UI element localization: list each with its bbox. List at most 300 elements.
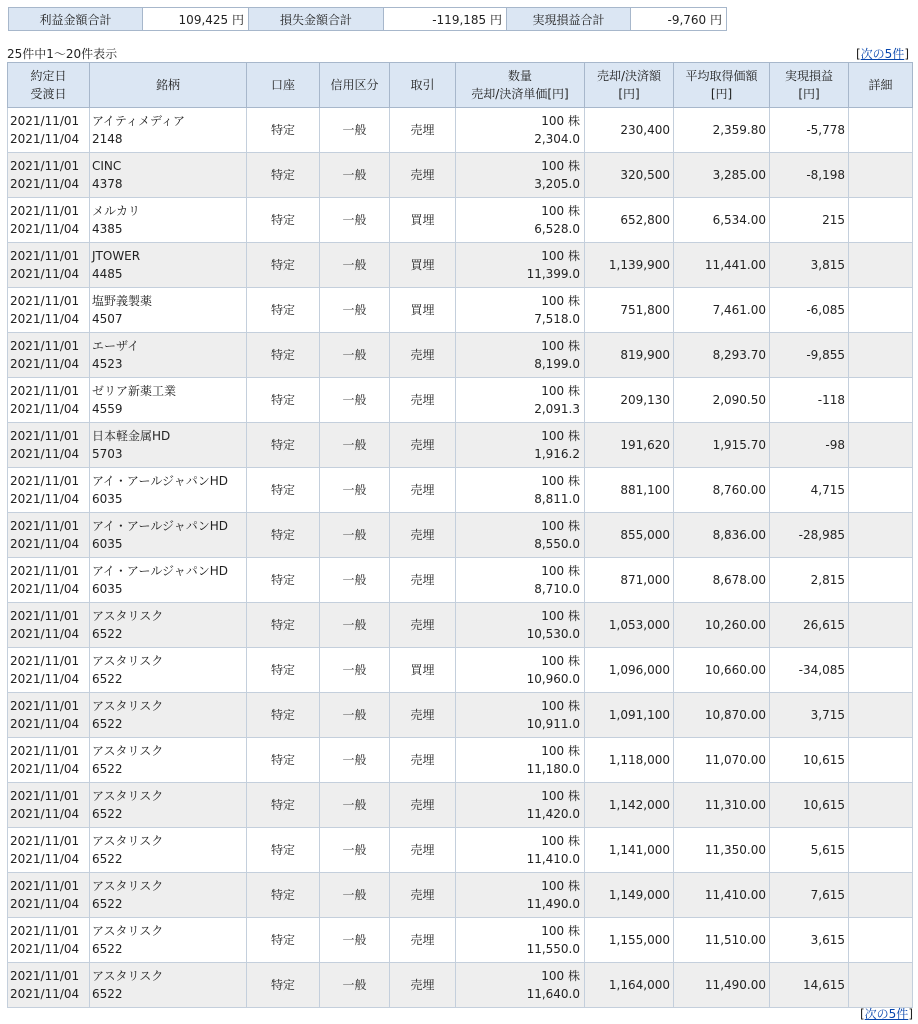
col-trade: 取引 <box>390 63 456 108</box>
stock-cell <box>90 648 247 693</box>
trade-date: 2021/11/01 <box>10 429 80 443</box>
trade-type-cell: 売埋 <box>390 873 456 918</box>
account-cell: 特定 <box>247 738 320 783</box>
quantity: 100 株 <box>541 429 580 443</box>
table-row <box>8 603 913 648</box>
detail-cell <box>849 243 913 288</box>
credit-cell: 一般 <box>320 693 390 738</box>
stock-code: 4559 <box>92 402 123 416</box>
qty-price-cell <box>456 423 585 468</box>
stock-name: アスタリスク <box>92 654 164 668</box>
credit-cell: 一般 <box>320 918 390 963</box>
pnl-cell: -118 <box>770 378 849 423</box>
trade-type-cell: 売埋 <box>390 603 456 648</box>
stock-name: 日本軽金属HD <box>92 429 171 443</box>
stock-cell <box>90 288 247 333</box>
profit-total-label: 利益金額合計 <box>9 8 143 31</box>
qty-price-cell <box>456 513 585 558</box>
stock-name: アイ・アールジャパンHD <box>92 474 229 488</box>
trade-date: 2021/11/01 <box>10 564 80 578</box>
settle-date: 2021/11/04 <box>10 537 80 551</box>
pnl-cell: 4,715 <box>770 468 849 513</box>
stock-cell <box>90 243 247 288</box>
table-row <box>8 378 913 423</box>
detail-cell <box>849 783 913 828</box>
stock-cell <box>90 963 247 1008</box>
avg-price-cell: 11,441.00 <box>674 243 770 288</box>
pnl-cell: -9,855 <box>770 333 849 378</box>
stock-cell <box>90 693 247 738</box>
stock-name: 塩野義製薬 <box>92 294 153 308</box>
unit-price: 11,490.0 <box>526 897 580 911</box>
next-page-link-bottom[interactable]: 次の5件 <box>864 1007 909 1021</box>
stock-cell <box>90 738 247 783</box>
amount-cell: 751,800 <box>585 288 674 333</box>
stock-code: 6522 <box>92 852 123 866</box>
unit-price: 8,710.0 <box>534 582 580 596</box>
avg-price-cell: 11,350.00 <box>674 828 770 873</box>
detail-cell <box>849 153 913 198</box>
account-cell: 特定 <box>247 423 320 468</box>
trade-dates <box>8 333 90 378</box>
trade-date: 2021/11/01 <box>10 789 80 803</box>
trade-type-cell: 売埋 <box>390 423 456 468</box>
trade-date: 2021/11/01 <box>10 339 80 353</box>
col-pnl <box>770 63 849 108</box>
pnl-cell: 26,615 <box>770 603 849 648</box>
credit-cell: 一般 <box>320 468 390 513</box>
amount-cell: 1,164,000 <box>585 963 674 1008</box>
account-cell: 特定 <box>247 558 320 603</box>
stock-name: アスタリスク <box>92 789 164 803</box>
trade-type-cell: 売埋 <box>390 153 456 198</box>
avg-price-cell: 10,260.00 <box>674 603 770 648</box>
stock-cell <box>90 873 247 918</box>
trade-dates <box>8 693 90 738</box>
stock-name: JTOWER <box>92 249 141 263</box>
settle-date: 2021/11/04 <box>10 357 80 371</box>
stock-name: アスタリスク <box>92 744 164 758</box>
avg-price-cell: 11,070.00 <box>674 738 770 783</box>
unit-price: 2,304.0 <box>534 132 580 146</box>
credit-cell: 一般 <box>320 108 390 153</box>
trade-date: 2021/11/01 <box>10 609 80 623</box>
trade-dates <box>8 198 90 243</box>
account-cell: 特定 <box>247 828 320 873</box>
quantity: 100 株 <box>541 564 580 578</box>
amount-cell: 1,141,000 <box>585 828 674 873</box>
table-header-row <box>8 63 913 108</box>
next-page-top <box>856 45 909 62</box>
trade-type-cell: 売埋 <box>390 378 456 423</box>
unit-price: 8,550.0 <box>534 537 580 551</box>
trade-date: 2021/11/01 <box>10 924 80 938</box>
qty-price-cell <box>456 828 585 873</box>
detail-cell <box>849 378 913 423</box>
credit-cell: 一般 <box>320 648 390 693</box>
avg-price-cell: 11,490.00 <box>674 963 770 1008</box>
account-cell: 特定 <box>247 153 320 198</box>
stock-name: アイティメディア <box>92 114 186 128</box>
trade-type-cell: 売埋 <box>390 738 456 783</box>
account-cell: 特定 <box>247 108 320 153</box>
table-row <box>8 423 913 468</box>
trade-date: 2021/11/01 <box>10 834 80 848</box>
quantity: 100 株 <box>541 249 580 263</box>
detail-cell <box>849 738 913 783</box>
amount-cell: 1,053,000 <box>585 603 674 648</box>
unit-price: 11,640.0 <box>526 987 580 1001</box>
avg-price-cell: 10,660.00 <box>674 648 770 693</box>
avg-price-cell: 8,760.00 <box>674 468 770 513</box>
pnl-cell: -5,778 <box>770 108 849 153</box>
avg-price-cell: 7,461.00 <box>674 288 770 333</box>
trade-date: 2021/11/01 <box>10 474 80 488</box>
credit-cell: 一般 <box>320 603 390 648</box>
detail-cell <box>849 963 913 1008</box>
net-total-label: 実現損益合計 <box>507 8 631 31</box>
pager-bottom <box>860 1005 913 1022</box>
stock-cell <box>90 783 247 828</box>
col-qty-line2: 売却/決済単価[円] <box>471 87 569 101</box>
stock-name: アスタリスク <box>92 609 164 623</box>
credit-cell: 一般 <box>320 378 390 423</box>
stock-code: 4507 <box>92 312 123 326</box>
credit-cell: 一般 <box>320 423 390 468</box>
qty-price-cell <box>456 738 585 783</box>
stock-cell <box>90 918 247 963</box>
col-amount <box>585 63 674 108</box>
account-cell: 特定 <box>247 378 320 423</box>
trade-dates <box>8 423 90 468</box>
account-cell: 特定 <box>247 918 320 963</box>
unit-price: 11,410.0 <box>526 852 580 866</box>
account-cell: 特定 <box>247 288 320 333</box>
col-detail: 詳細 <box>849 63 913 108</box>
settle-date: 2021/11/04 <box>10 627 80 641</box>
quantity: 100 株 <box>541 159 580 173</box>
pnl-cell: -34,085 <box>770 648 849 693</box>
amount-cell: 1,155,000 <box>585 918 674 963</box>
stock-name: アスタリスク <box>92 969 164 983</box>
trade-dates <box>8 963 90 1008</box>
col-avg <box>674 63 770 108</box>
pnl-cell: -6,085 <box>770 288 849 333</box>
trade-dates <box>8 828 90 873</box>
avg-price-cell: 2,090.50 <box>674 378 770 423</box>
pnl-cell: 7,615 <box>770 873 849 918</box>
detail-cell <box>849 288 913 333</box>
unit-price: 11,420.0 <box>526 807 580 821</box>
col-qty <box>456 63 585 108</box>
table-row <box>8 108 913 153</box>
stock-code: 6522 <box>92 627 123 641</box>
detail-cell <box>849 648 913 693</box>
detail-cell <box>849 828 913 873</box>
col-pnl-line1: 実現損益 <box>784 69 833 83</box>
stock-name: アイ・アールジャパンHD <box>92 519 229 533</box>
pnl-cell: 10,615 <box>770 783 849 828</box>
quantity: 100 株 <box>541 339 580 353</box>
pnl-cell: -8,198 <box>770 153 849 198</box>
table-row <box>8 738 913 783</box>
trade-date: 2021/11/01 <box>10 384 80 398</box>
table-row <box>8 963 913 1008</box>
qty-price-cell <box>456 873 585 918</box>
account-cell: 特定 <box>247 333 320 378</box>
table-row <box>8 828 913 873</box>
amount-cell: 819,900 <box>585 333 674 378</box>
amount-cell: 191,620 <box>585 423 674 468</box>
trade-dates <box>8 558 90 603</box>
trade-dates <box>8 288 90 333</box>
account-cell: 特定 <box>247 198 320 243</box>
settle-date: 2021/11/04 <box>10 492 80 506</box>
stock-code: 6035 <box>92 582 123 596</box>
unit-price: 7,518.0 <box>534 312 580 326</box>
trade-date: 2021/11/01 <box>10 114 80 128</box>
trade-type-cell: 売埋 <box>390 828 456 873</box>
result-count: 25件中1〜20件表示 <box>7 47 118 61</box>
qty-price-cell <box>456 648 585 693</box>
stock-cell <box>90 828 247 873</box>
settle-date: 2021/11/04 <box>10 582 80 596</box>
avg-price-cell: 1,915.70 <box>674 423 770 468</box>
trade-type-cell: 売埋 <box>390 108 456 153</box>
stock-cell <box>90 513 247 558</box>
quantity: 100 株 <box>541 744 580 758</box>
settle-date: 2021/11/04 <box>10 807 80 821</box>
stock-code: 4485 <box>92 267 123 281</box>
col-credit: 信用区分 <box>320 63 390 108</box>
pnl-cell: -98 <box>770 423 849 468</box>
stock-name: アスタリスク <box>92 924 164 938</box>
settle-date: 2021/11/04 <box>10 897 80 911</box>
col-account: 口座 <box>247 63 320 108</box>
trade-type-cell: 売埋 <box>390 468 456 513</box>
amount-cell: 1,096,000 <box>585 648 674 693</box>
stock-code: 6522 <box>92 897 123 911</box>
trade-dates <box>8 243 90 288</box>
credit-cell: 一般 <box>320 828 390 873</box>
col-date <box>8 63 90 108</box>
avg-price-cell: 8,836.00 <box>674 513 770 558</box>
unit-price: 6,528.0 <box>534 222 580 236</box>
unit-price: 10,530.0 <box>526 627 580 641</box>
table-row <box>8 693 913 738</box>
quantity: 100 株 <box>541 609 580 623</box>
stock-code: 4378 <box>92 177 123 191</box>
amount-cell: 652,800 <box>585 198 674 243</box>
quantity: 100 株 <box>541 294 580 308</box>
col-name: 銘柄 <box>90 63 247 108</box>
quantity: 100 株 <box>541 384 580 398</box>
amount-cell: 209,130 <box>585 378 674 423</box>
trade-dates <box>8 738 90 783</box>
trade-date: 2021/11/01 <box>10 519 80 533</box>
detail-cell <box>849 603 913 648</box>
avg-price-cell: 11,410.00 <box>674 873 770 918</box>
amount-cell: 1,139,900 <box>585 243 674 288</box>
settle-date: 2021/11/04 <box>10 312 80 326</box>
pnl-cell: 14,615 <box>770 963 849 1008</box>
settle-date: 2021/11/04 <box>10 177 80 191</box>
stock-cell <box>90 558 247 603</box>
avg-price-cell: 10,870.00 <box>674 693 770 738</box>
table-row <box>8 918 913 963</box>
next-page-link-top[interactable]: 次の5件 <box>860 47 905 61</box>
settle-date: 2021/11/04 <box>10 222 80 236</box>
trade-date: 2021/11/01 <box>10 744 80 758</box>
trade-table <box>7 62 913 1008</box>
pnl-cell: 3,615 <box>770 918 849 963</box>
qty-price-cell <box>456 243 585 288</box>
quantity: 100 株 <box>541 699 580 713</box>
quantity: 100 株 <box>541 969 580 983</box>
detail-cell <box>849 513 913 558</box>
table-row <box>8 153 913 198</box>
detail-cell <box>849 918 913 963</box>
pnl-cell: 10,615 <box>770 738 849 783</box>
quantity: 100 株 <box>541 519 580 533</box>
stock-code: 4523 <box>92 357 123 371</box>
account-cell: 特定 <box>247 648 320 693</box>
stock-name: エーザイ <box>92 339 140 353</box>
trade-type-cell: 買埋 <box>390 648 456 693</box>
col-qty-line1: 数量 <box>507 69 532 83</box>
settle-date: 2021/11/04 <box>10 132 80 146</box>
credit-cell: 一般 <box>320 513 390 558</box>
credit-cell: 一般 <box>320 198 390 243</box>
col-pnl-line2: [円] <box>798 87 820 101</box>
stock-name: CINC <box>92 159 122 173</box>
stock-code: 6035 <box>92 537 123 551</box>
account-cell: 特定 <box>247 693 320 738</box>
qty-price-cell <box>456 333 585 378</box>
table-row <box>8 243 913 288</box>
trade-type-cell: 売埋 <box>390 558 456 603</box>
stock-code: 6522 <box>92 807 123 821</box>
credit-cell: 一般 <box>320 558 390 603</box>
unit-price: 10,960.0 <box>526 672 580 686</box>
credit-cell: 一般 <box>320 333 390 378</box>
amount-cell: 855,000 <box>585 513 674 558</box>
detail-cell <box>849 873 913 918</box>
stock-name: アスタリスク <box>92 699 164 713</box>
quantity: 100 株 <box>541 789 580 803</box>
detail-cell <box>849 558 913 603</box>
col-date-line1: 約定日 <box>30 69 67 83</box>
unit-price: 11,550.0 <box>526 942 580 956</box>
pnl-cell: 2,815 <box>770 558 849 603</box>
stock-code: 6522 <box>92 672 123 686</box>
account-cell: 特定 <box>247 513 320 558</box>
col-avg-line2: [円] <box>710 87 733 101</box>
summary-table <box>8 7 727 31</box>
amount-cell: 320,500 <box>585 153 674 198</box>
detail-cell <box>849 423 913 468</box>
quantity: 100 株 <box>541 474 580 488</box>
detail-cell <box>849 198 913 243</box>
qty-price-cell <box>456 558 585 603</box>
avg-price-cell: 11,310.00 <box>674 783 770 828</box>
credit-cell: 一般 <box>320 738 390 783</box>
credit-cell: 一般 <box>320 153 390 198</box>
bracket-close: ] <box>904 47 909 61</box>
table-row <box>8 468 913 513</box>
stock-cell <box>90 198 247 243</box>
amount-cell: 1,142,000 <box>585 783 674 828</box>
trade-type-cell: 売埋 <box>390 918 456 963</box>
qty-price-cell <box>456 918 585 963</box>
pnl-cell: 215 <box>770 198 849 243</box>
qty-price-cell <box>456 783 585 828</box>
account-cell: 特定 <box>247 603 320 648</box>
table-row <box>8 513 913 558</box>
pnl-cell: 3,815 <box>770 243 849 288</box>
unit-price: 3,205.0 <box>534 177 580 191</box>
trade-date: 2021/11/01 <box>10 249 80 263</box>
trade-date: 2021/11/01 <box>10 699 80 713</box>
account-cell: 特定 <box>247 873 320 918</box>
stock-code: 2148 <box>92 132 123 146</box>
settle-date: 2021/11/04 <box>10 267 80 281</box>
settle-date: 2021/11/04 <box>10 762 80 776</box>
col-avg-line1: 平均取得価額 <box>685 69 758 83</box>
amount-cell: 230,400 <box>585 108 674 153</box>
table-row <box>8 873 913 918</box>
qty-price-cell <box>456 693 585 738</box>
avg-price-cell: 2,359.80 <box>674 108 770 153</box>
qty-price-cell <box>456 153 585 198</box>
trade-dates <box>8 468 90 513</box>
stock-name: メルカリ <box>92 204 141 218</box>
trade-dates <box>8 648 90 693</box>
stock-code: 6035 <box>92 492 123 506</box>
stock-code: 6522 <box>92 717 123 731</box>
settle-date: 2021/11/04 <box>10 717 80 731</box>
trade-dates <box>8 378 90 423</box>
qty-price-cell <box>456 603 585 648</box>
table-row <box>8 198 913 243</box>
avg-price-cell: 11,510.00 <box>674 918 770 963</box>
avg-price-cell: 8,293.70 <box>674 333 770 378</box>
col-amount-line2: [円] <box>618 87 640 101</box>
settle-date: 2021/11/04 <box>10 447 80 461</box>
stock-name: アイ・アールジャパンHD <box>92 564 229 578</box>
pnl-cell: 5,615 <box>770 828 849 873</box>
net-total-value: -9,760 円 <box>631 8 727 31</box>
account-cell: 特定 <box>247 468 320 513</box>
trade-date: 2021/11/01 <box>10 159 80 173</box>
unit-price: 8,199.0 <box>534 357 580 371</box>
settle-date: 2021/11/04 <box>10 987 80 1001</box>
qty-price-cell <box>456 963 585 1008</box>
bracket-open-bottom: [ <box>859 1007 865 1021</box>
amount-cell: 881,100 <box>585 468 674 513</box>
stock-cell <box>90 468 247 513</box>
settle-date: 2021/11/04 <box>10 672 80 686</box>
loss-total-label: 損失金額合計 <box>249 8 384 31</box>
table-row <box>8 333 913 378</box>
pager-top <box>7 44 911 60</box>
trade-type-cell: 売埋 <box>390 513 456 558</box>
trade-dates <box>8 918 90 963</box>
unit-price: 2,091.3 <box>534 402 580 416</box>
detail-cell <box>849 333 913 378</box>
trade-type-cell: 買埋 <box>390 288 456 333</box>
table-row <box>8 558 913 603</box>
